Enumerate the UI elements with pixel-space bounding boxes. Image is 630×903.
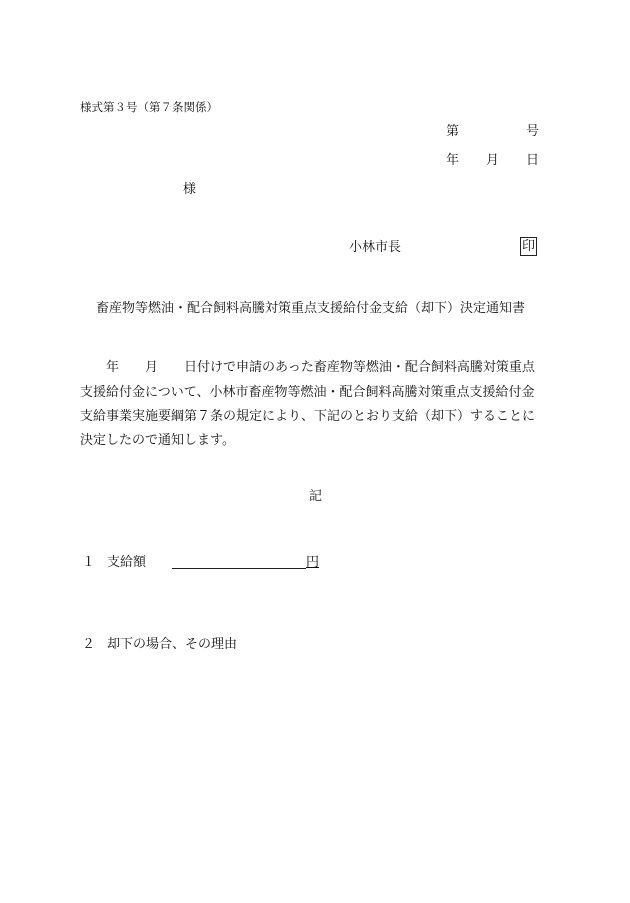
body-line: 年 月 日付けで申請のあった畜産物等燃油・配合飼料高騰対策重点	[80, 360, 535, 375]
body-line: 支援給付金について、小林市畜産物等燃油・配合飼料高騰対策重点支援給付金	[80, 385, 535, 400]
body-line: 支給事業実施要綱第７条の規定により、下記のとおり支給（却下）することに	[80, 409, 536, 424]
amount-blank-line	[172, 568, 306, 569]
date-year: 年	[446, 153, 460, 168]
ki-heading: 記	[309, 489, 323, 504]
doc-number-suffix: 号	[526, 124, 540, 139]
amount-unit: 円	[306, 555, 320, 570]
payment-amount-label: 支給額	[107, 555, 147, 570]
item-number: ２	[82, 637, 96, 652]
seal-mark: 印	[522, 239, 536, 254]
rejection-reason-label: 却下の場合、その理由	[107, 637, 238, 652]
item-number: １	[82, 555, 96, 570]
addressee-suffix: 様	[183, 182, 197, 197]
doc-number-prefix: 第	[446, 124, 460, 139]
date-day: 日	[526, 153, 540, 168]
sender-name: 小林市長	[349, 240, 402, 255]
document-title: 畜産物等燃油・配合飼料高騰対策重点支援給付金支給（却下）決定通知書	[96, 301, 526, 316]
form-label: 様式第３号（第７条関係）	[80, 100, 218, 114]
date-month: 月	[486, 153, 500, 168]
body-line: 決定したので通知します。	[80, 433, 235, 448]
